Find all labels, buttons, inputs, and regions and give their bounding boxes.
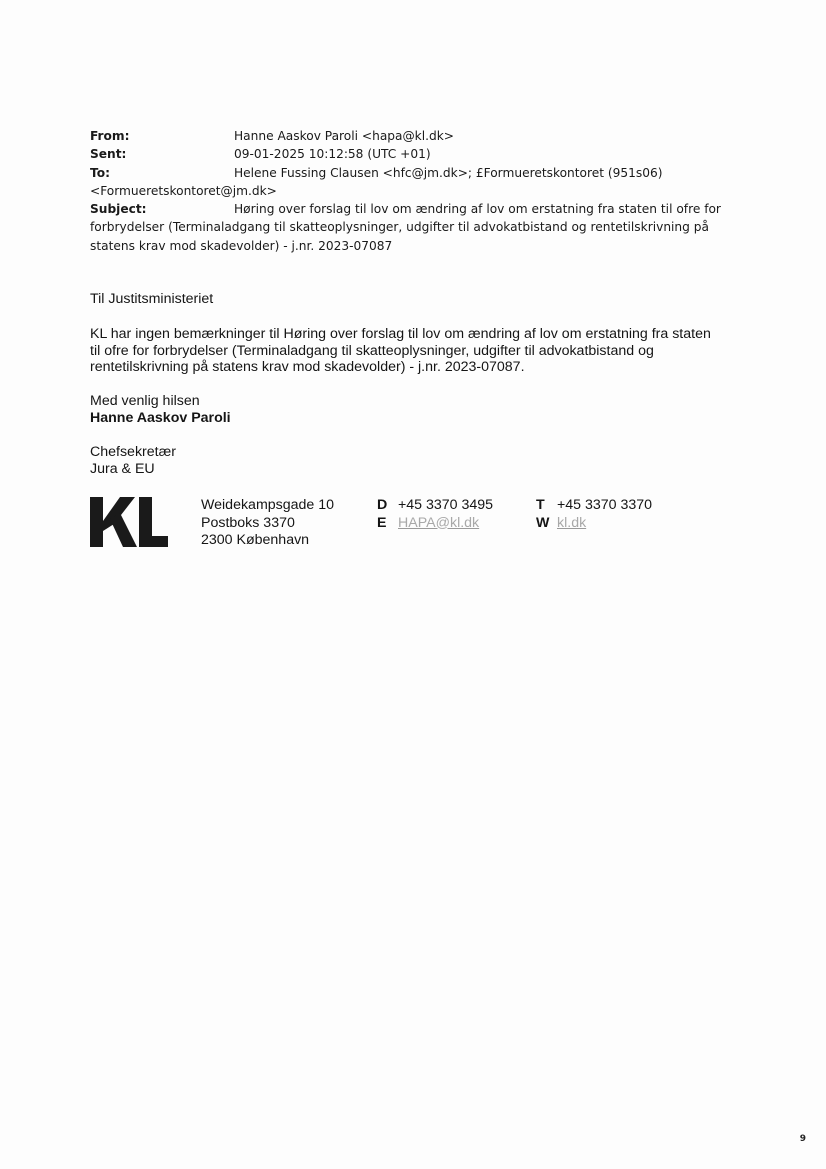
main-phone-label: T [536,497,545,513]
address-block [201,497,334,550]
contact-direct [377,497,493,532]
web-link[interactable]: kl.dk [557,514,587,531]
to-value-continued: <Formueretskontoret@jm.dk> [90,183,277,198]
email-header [90,127,730,255]
to-row [90,164,730,182]
main-phone-value: +45 3370 3370 [557,497,653,513]
sender-title: Chefsekretær [90,444,176,460]
paragraph-line-2: til ofre for forbrydelser (Terminaladgang til skatteoplysninger, udgifter til advokatbistand og [90,342,654,359]
sent-label: Sent: [90,147,127,162]
web-row [536,515,652,533]
email-label: E [377,514,387,531]
address-line-3: 2300 København [201,532,310,548]
to-label: To: [90,165,110,180]
direct-phone-value: +45 3370 3495 [398,497,494,513]
subject-line-2: forbrydelser (Terminaladgang til skatteoplysninger, udgifter til advokatbistand og rentetilskrivning på [90,220,709,235]
to-value: Helene Fussing Clausen <hfc@jm.dk>; £Formueretskontoret (951s06) [234,165,663,180]
address-line-2: Postboks 3370 [201,514,295,531]
contact-main [536,497,652,532]
paragraph-line-3: rentetilskrivning på statens krav mod skadevolder) - j.nr. 2023-07087. [90,359,525,376]
subject-line-3: statens krav mod skadevolder) - j.nr. 2023-07087 [90,238,393,253]
sent-value: 09-01-2025 10:12:58 (UTC +01) [234,147,431,162]
from-value: Hanne Aaskov Paroli <hapa@kl.dk> [234,129,455,143]
direct-phone-label: D [377,497,388,513]
sender-department: Jura & EU [90,461,155,477]
address-line-1: Weidekampsgade 10 [201,497,335,513]
subject-line-1: Høring over forslag til lov om ændring af lov om erstatning fra staten til ofre for [234,202,721,217]
subject-row [90,200,730,218]
email-link[interactable]: HAPA@kl.dk [398,514,480,531]
sent-row [90,145,730,163]
email-row [377,515,493,533]
paragraph-line-1: KL har ingen bemærkninger til Høring over forslag til lov om ændring af lov om erstatning fra staten [90,326,711,342]
direct-phone-row [377,497,493,515]
kl-logo [90,497,168,547]
page-number: 9 [799,1134,806,1144]
from-row [90,127,730,145]
web-label: W [536,514,550,531]
greeting: Til Justitsministeriet [90,291,214,307]
closing: Med venlig hilsen [90,393,200,409]
message-paragraph [90,326,750,376]
from-label: From: [90,129,130,143]
main-phone-row [536,497,652,515]
subject-label: Subject: [90,202,147,217]
sender-name: Hanne Aaskov Paroli [90,410,231,426]
